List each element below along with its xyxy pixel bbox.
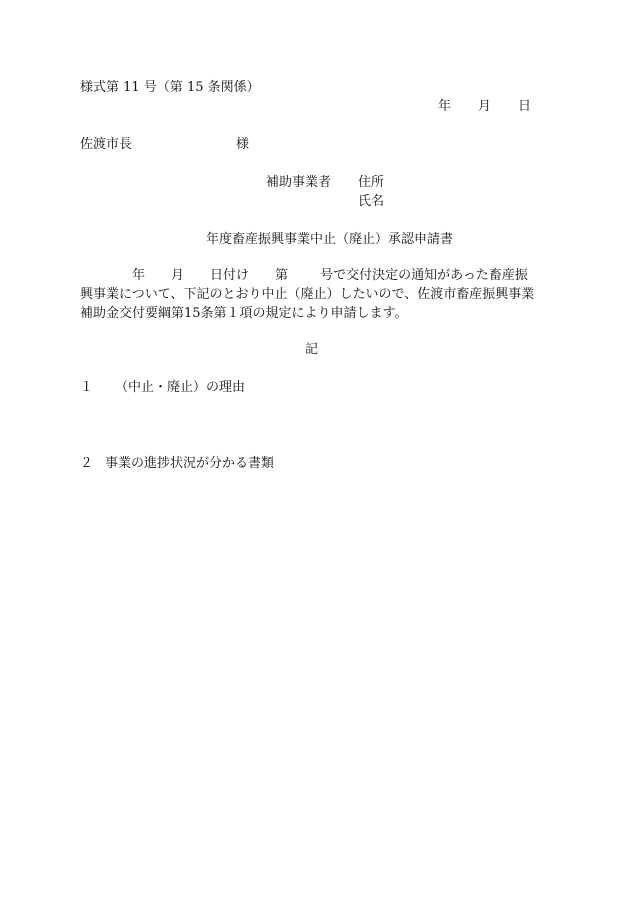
body-line-1 [80, 266, 552, 285]
applicant-label: 補助事業者 [266, 175, 332, 190]
addressee [80, 137, 249, 153]
body-line-2: 興事業について、下記のとおり中止（廃止）したいので、佐渡市畜産振興事業 [80, 287, 535, 302]
form-number: 様式第 11 号（第 15 条関係） [80, 80, 260, 95]
name-label: 氏名 [358, 194, 385, 209]
date-year: 年 [438, 99, 452, 114]
body-line-1-rest: 号で交付決定の通知があった畜産振 [320, 268, 528, 283]
body-number-prefix: 第 [275, 268, 289, 283]
item-number: ２ [80, 456, 94, 471]
ki-heading: 記 [305, 342, 319, 357]
body-dated: 日付け [210, 268, 250, 283]
document-title: 年度畜産振興事業中止（廃止）承認申請書 [206, 232, 454, 247]
body-month: 月 [171, 268, 185, 283]
address-label: 住所 [358, 175, 385, 190]
date-line [438, 99, 531, 115]
item-text: 事業の進捗状況が分かる書類 [105, 456, 275, 471]
list-item [80, 380, 245, 396]
date-month: 月 [478, 99, 492, 114]
list-item [80, 456, 274, 472]
addressee-mayor: 佐渡市長 [80, 137, 133, 152]
body-paragraph [80, 266, 552, 323]
item-number: １ [80, 380, 94, 395]
date-day: 日 [518, 99, 532, 114]
addressee-honorific: 様 [236, 137, 250, 152]
item-text: （中止・廃止）の理由 [115, 380, 246, 395]
body-year: 年 [132, 268, 146, 283]
body-line-3: 補助金交付要綱第15条第１項の規定により申請します。 [80, 306, 408, 321]
